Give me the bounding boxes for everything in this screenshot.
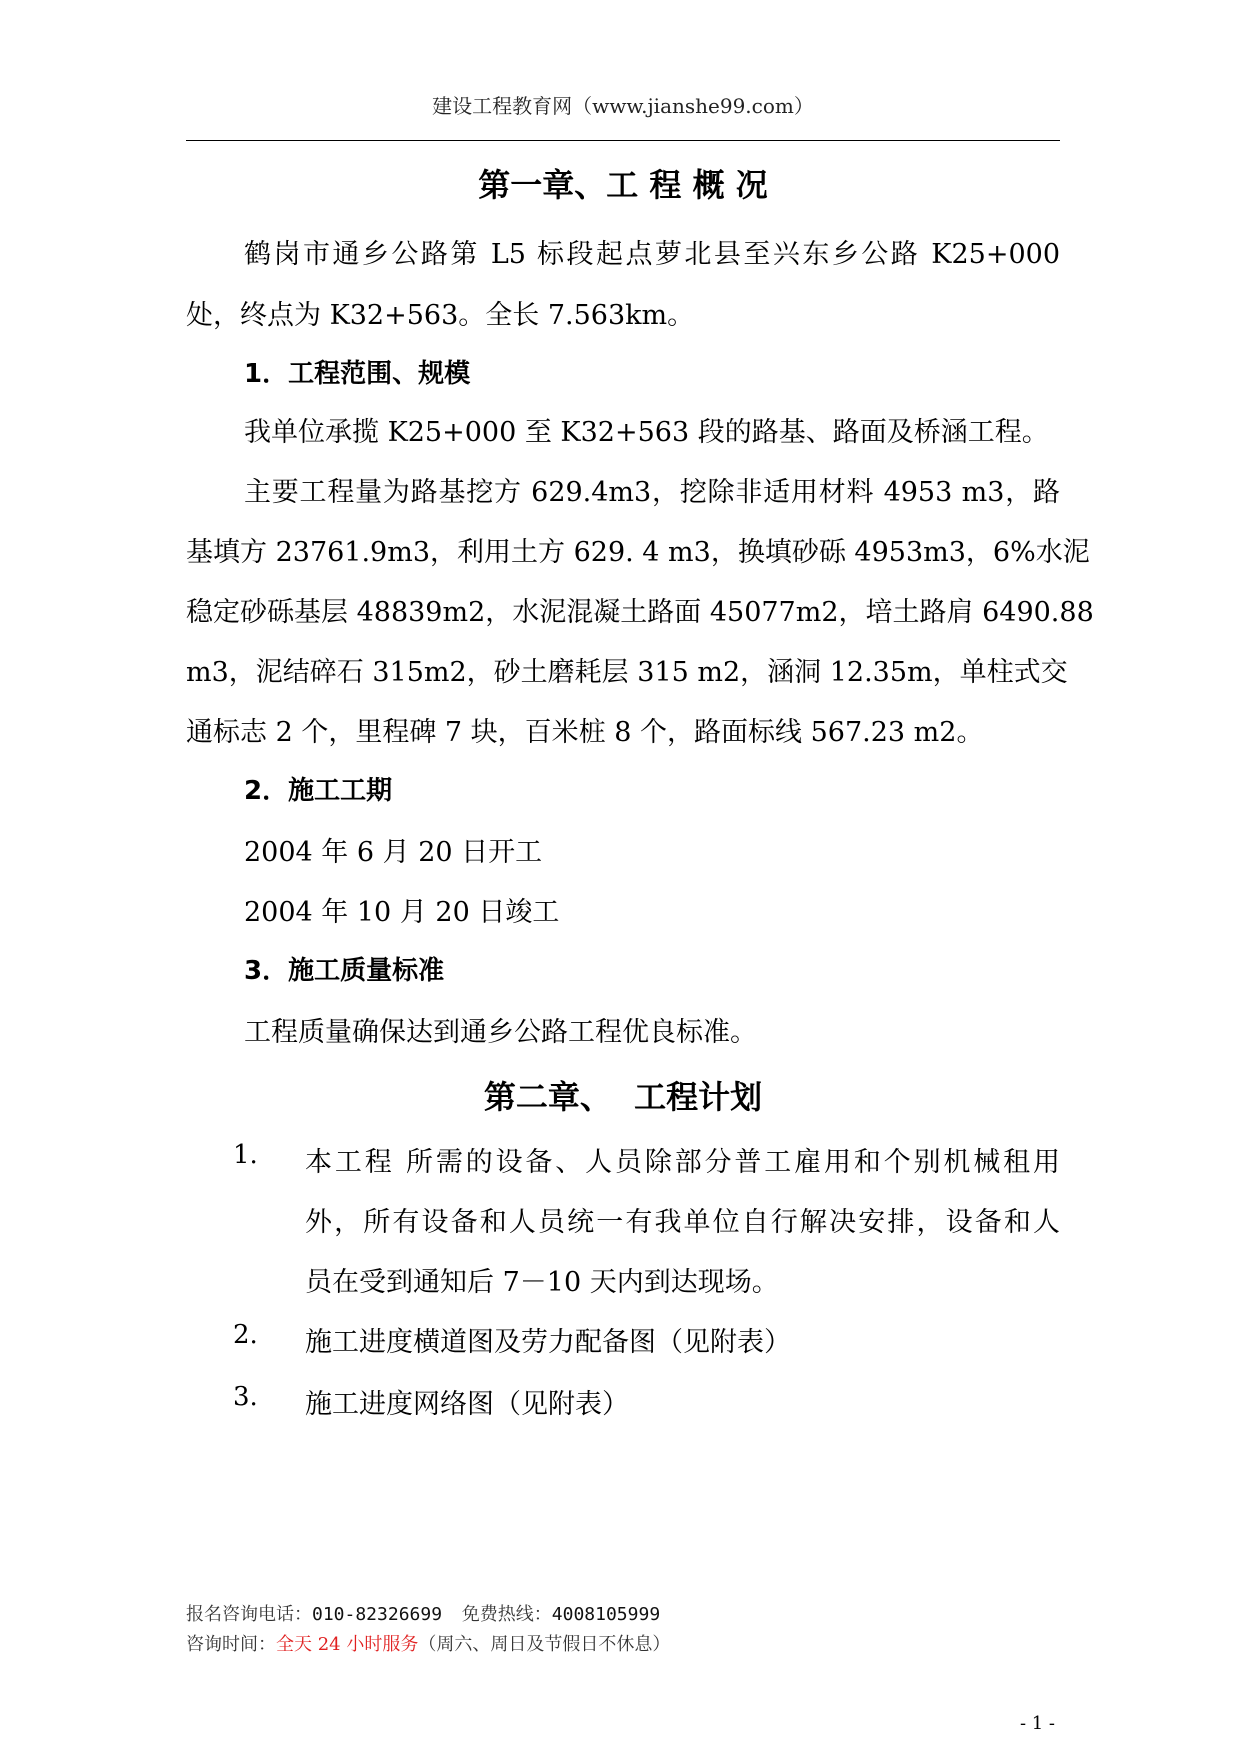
hotline-label: 免费热线： [461, 1604, 552, 1625]
plan-item-1-line-2: 外，所有设备和人员统一有我单位自行解决安排，设备和人 [305, 1207, 1060, 1238]
schedule-start: 2004 年 6 月 20 日开工 [244, 837, 543, 868]
hotline-number: 4008105999 [551, 1604, 661, 1625]
footer-hours [186, 1630, 670, 1656]
quantity-line-4: m3，泥结碎石 315m2，砂土磨耗层 315 m2，涵洞 12.35m，单柱式交 [186, 657, 1068, 688]
plan-item-1-line-3: 员在受到通知后 7－10 天内到达现场。 [305, 1267, 779, 1298]
chapter2-title: 第二章、 工程计划 [483, 1078, 763, 1116]
quantity-line-5: 通标志 2 个，里程碑 7 块，百米桩 8 个，路面标线 567.23 m2。 [186, 717, 984, 748]
scope-text: 我单位承揽 K25+000 至 K32+563 段的路基、路面及桥涵工程。 [244, 417, 1049, 448]
phone-label: 报名咨询电话： [186, 1604, 312, 1625]
footer-contact [186, 1600, 660, 1626]
quality-text: 工程质量确保达到通乡公路工程优良标准。 [244, 1017, 757, 1048]
plan-item-3-number: 3. [233, 1382, 258, 1412]
page-header-site: 建设工程教育网（www.jianshe99.com） [432, 94, 814, 118]
intro-line-2: 处，终点为 K32+563。全长 7.563km。 [186, 300, 695, 331]
schedule-end: 2004 年 10 月 20 日竣工 [244, 897, 560, 928]
header-divider [186, 140, 1060, 141]
intro-line-1: 鹤岗市通乡公路第 L5 标段起点萝北县至兴东乡公路 K25+000 [244, 239, 1060, 270]
plan-item-1-number: 1. [233, 1140, 258, 1170]
hours-highlight: 全天 24 小时服务 [276, 1634, 419, 1655]
phone-number: 010-82326699 [312, 1604, 443, 1625]
chapter1-title: 第一章、工 程 概 况 [478, 166, 768, 204]
hours-note: （周六、周日及节假日不休息） [418, 1634, 671, 1655]
section2-heading: 2．施工工期 [244, 776, 393, 806]
plan-item-3-text: 施工进度网络图（见附表） [305, 1389, 629, 1420]
plan-item-2-number: 2. [233, 1320, 258, 1350]
hours-label: 咨询时间： [186, 1634, 276, 1655]
section3-heading: 3．施工质量标准 [244, 956, 445, 986]
quantity-line-3: 稳定砂砾基层 48839m2，水泥混凝土路面 45077m2，培土路肩 6490.88 [186, 597, 1094, 628]
section1-heading: 1．工程范围、规模 [244, 359, 471, 389]
quantity-line-1: 主要工程量为路基挖方 629.4m3，挖除非适用材料 4953 m3，路 [244, 477, 1060, 508]
plan-item-1-line-1: 本工程 所需的设备、人员除部分普工雇用和个别机械租用 [305, 1147, 1060, 1178]
page-number: - 1 - [1019, 1713, 1055, 1734]
quantity-line-2: 基填方 23761.9m3，利用土方 629. 4 m3，换填砂砾 4953m3，6%水泥 [186, 537, 1090, 568]
plan-item-2-text: 施工进度横道图及劳力配备图（见附表） [305, 1327, 791, 1358]
